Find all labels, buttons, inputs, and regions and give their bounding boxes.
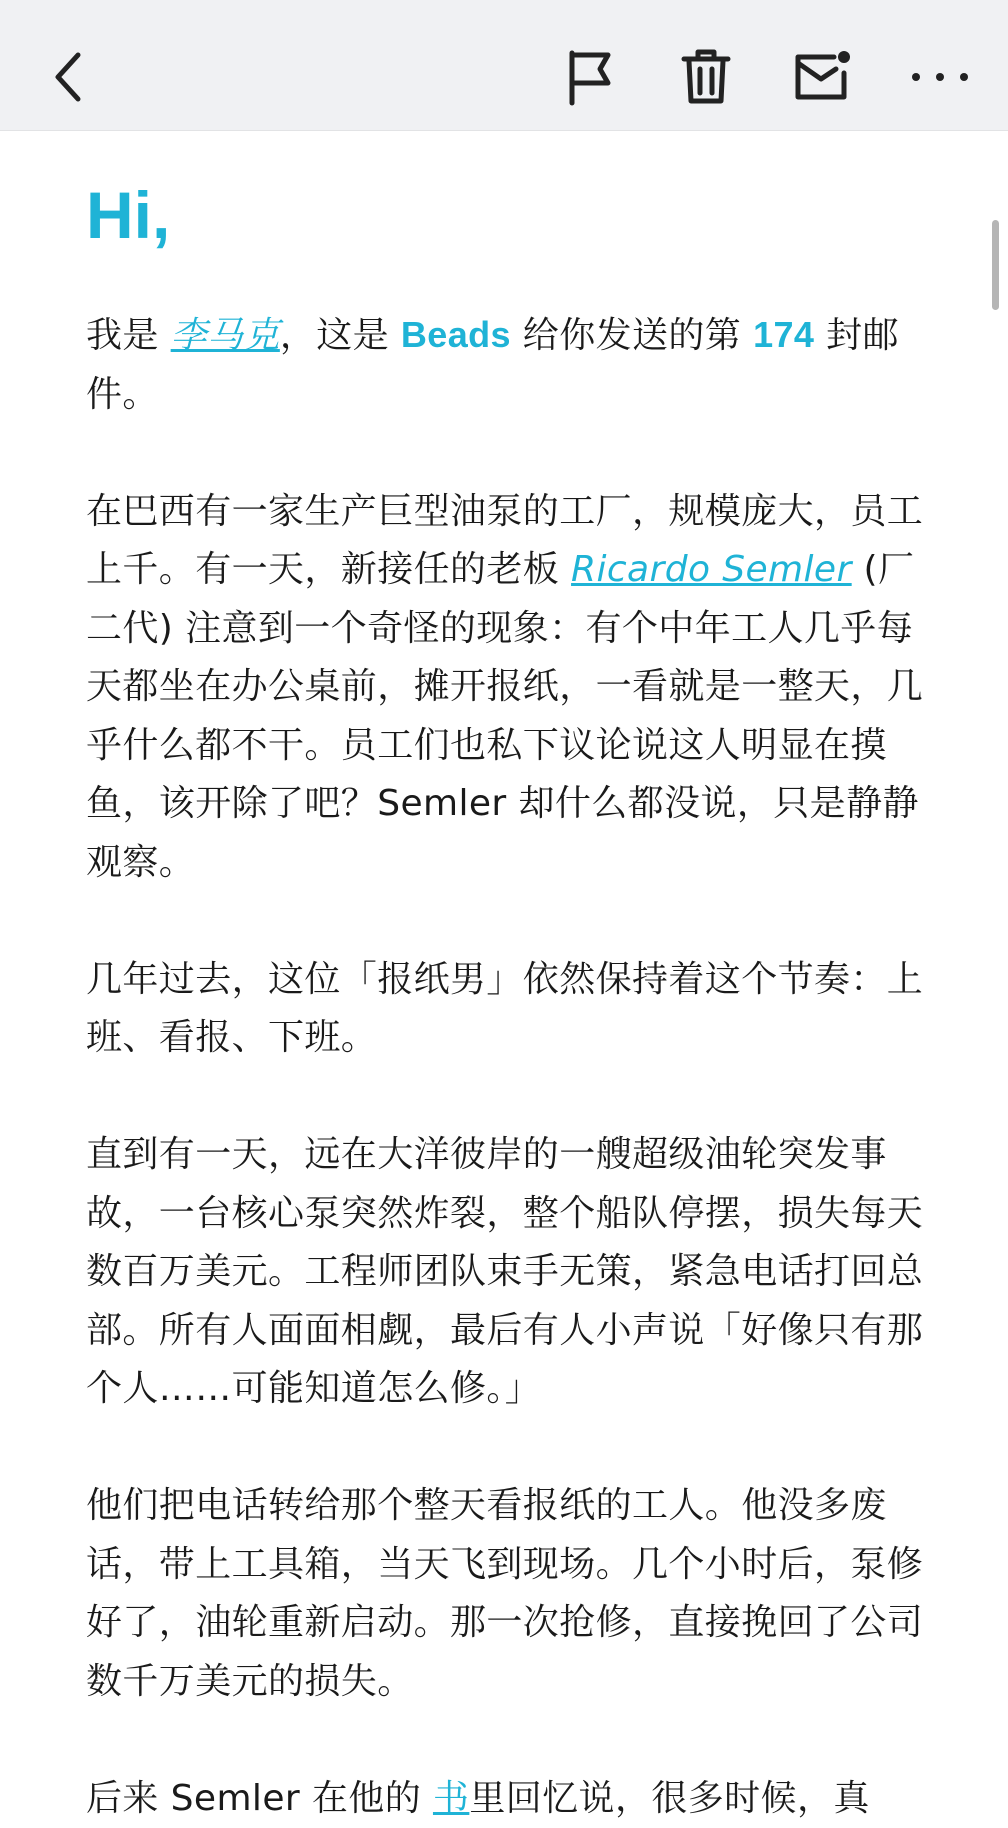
story-text: (厂二代) 注意到一个奇怪的现象：有个中年工人几乎每天都坐在办公桌前，摊开报纸，一看就是一整天，几乎什么都不干。员工们也私下议论说这人明显在摸鱼，该开除了吧？Semler 却什么都没说，只是静静观察。 bbox=[86, 549, 923, 883]
intro-text: ，这是 bbox=[280, 315, 401, 356]
email-body bbox=[86, 130, 926, 1828]
trash-icon bbox=[680, 47, 732, 107]
issue-number: 174 bbox=[753, 314, 814, 355]
scrollbar[interactable] bbox=[992, 220, 999, 310]
back-button[interactable] bbox=[26, 35, 110, 119]
story-paragraph-1 bbox=[86, 483, 926, 893]
chevron-left-icon bbox=[48, 49, 88, 105]
story-paragraph-2: 几年过去，这位「报纸男」依然保持着这个节奏：上班、看报、下班。 bbox=[86, 951, 926, 1068]
brand-name: Beads bbox=[401, 314, 511, 355]
mark-unread-button[interactable] bbox=[780, 35, 864, 119]
story-text: 后来 Semler 在他的 bbox=[86, 1778, 433, 1819]
story-text: 里回忆说，很多时候，真 bbox=[469, 1778, 869, 1819]
mail-unread-icon bbox=[790, 47, 854, 107]
intro-paragraph bbox=[86, 306, 926, 424]
intro-text: 我是 bbox=[86, 315, 171, 356]
story-paragraph-5 bbox=[86, 1770, 926, 1828]
author-link[interactable]: 李马克 bbox=[171, 315, 280, 356]
more-icon bbox=[908, 67, 972, 87]
book-link[interactable]: 书 bbox=[433, 1778, 469, 1819]
greeting-heading: Hi, bbox=[86, 170, 926, 260]
intro-text: 给你发送的第 bbox=[511, 315, 753, 356]
story-text: 在巴西有一家生产巨型油泵的工厂，规模庞大，员工上千。有一天，新接任的老板 bbox=[86, 491, 923, 591]
ricardo-semler-link[interactable]: Ricardo Semler bbox=[571, 549, 852, 590]
flag-icon bbox=[562, 47, 618, 107]
intro-text: 封邮件。 bbox=[86, 315, 899, 415]
story-paragraph-4: 他们把电话转给那个整天看报纸的工人。他没多废话，带上工具箱，当天飞到现场。几个小时后，泵修好了，油轮重新启动。那一次抢修，直接挽回了公司数千万美元的损失。 bbox=[86, 1477, 926, 1711]
delete-button[interactable] bbox=[664, 35, 748, 119]
more-button[interactable] bbox=[898, 35, 982, 119]
top-toolbar bbox=[0, 0, 1008, 131]
flag-button[interactable] bbox=[548, 35, 632, 119]
story-paragraph-3: 直到有一天，远在大洋彼岸的一艘超级油轮突发事故，一台核心泵突然炸裂，整个船队停摆，损失每天数百万美元。工程师团队束手无策，紧急电话打回总部。所有人面面相觑，最后有人小声说「好像只有那个人……可能知道怎么修。」 bbox=[86, 1126, 926, 1419]
